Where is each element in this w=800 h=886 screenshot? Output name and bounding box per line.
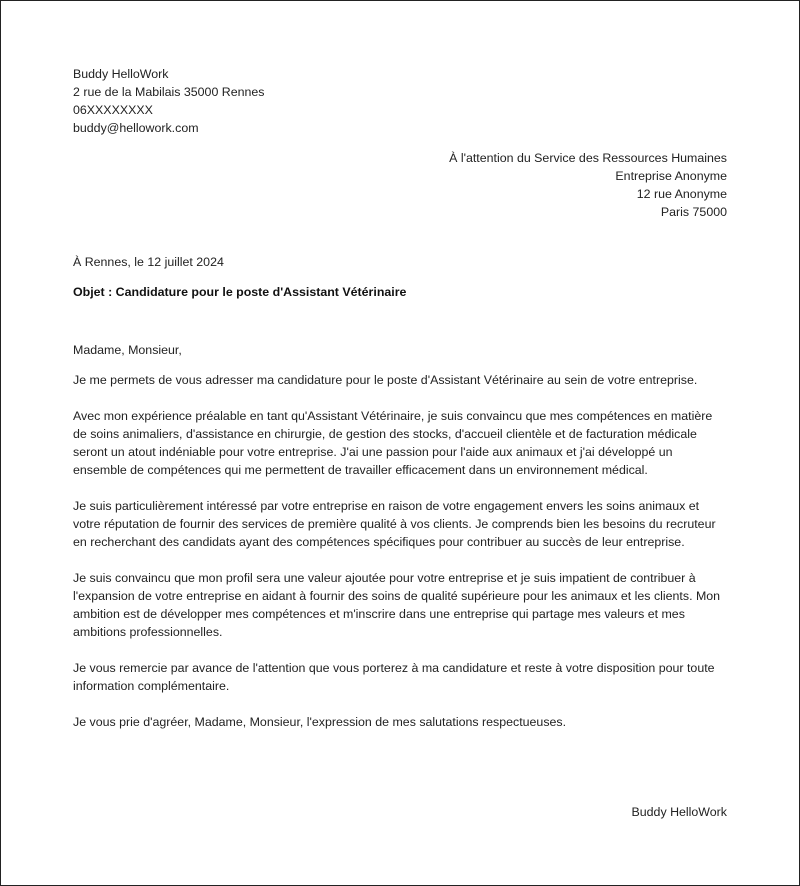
subject-line: Objet : Candidature pour le poste d'Assistant Vétérinaire	[73, 285, 407, 299]
paragraph-intro: Je me permets de vous adresser ma candidature pour le poste d'Assistant Vétérinaire au sein de votre entreprise.	[73, 373, 698, 387]
sender-phone: 06XXXXXXXX	[73, 103, 153, 117]
date-line: À Rennes, le 12 juillet 2024	[73, 255, 224, 269]
recipient-company: Entreprise Anonyme	[615, 169, 727, 183]
sender-block	[73, 65, 265, 137]
sender-address: 2 rue de la Mabilais 35000 Rennes	[73, 85, 265, 99]
recipient-block	[449, 149, 727, 221]
sender-email: buddy@hellowork.com	[73, 121, 199, 135]
recipient-city: Paris 75000	[660, 205, 727, 219]
paragraph-ambition: Je suis convaincu que mon profil sera une valeur ajoutée pour votre entreprise et je suis impatient de contribuer à l'expansion de votre entreprise en aidant à fournir des soins de qualité supérieure pour les animaux et les clients. Mon ambition est de développer mes compétences et m'inscrire dans une entreprise qui partage mes valeurs et mes ambitions professionnelles.	[73, 571, 721, 639]
paragraph-closing: Je vous prie d'agréer, Madame, Monsieur, l'expression de mes salutations respectueuses.	[73, 715, 567, 729]
letter-body	[73, 341, 729, 749]
recipient-street: 12 rue Anonyme	[636, 187, 727, 201]
signature: Buddy HelloWork	[631, 805, 727, 819]
paragraph-motivation: Je suis particulièrement intéressé par votre entreprise en raison de votre engagement envers les soins animaux et votre réputation de fournir des services de première qualité à vos clients. Je comprends bien les besoins du recruteur en recherchant des candidats ayant des compétences spécifiques pour contribuer au succès de leur entreprise.	[73, 499, 716, 549]
paragraph-thanks: Je vous remercie par avance de l'attention que vous porterez à ma candidature et reste à votre disposition pour toute information complémentaire.	[73, 661, 715, 693]
greeting: Madame, Monsieur,	[73, 343, 182, 357]
recipient-attention: À l'attention du Service des Ressources Humaines	[449, 151, 727, 165]
sender-name: Buddy HelloWork	[73, 67, 169, 81]
paragraph-experience: Avec mon expérience préalable en tant qu'Assistant Vétérinaire, je suis convaincu que mes compétences en matière de soins animaliers, d'assistance en chirurgie, de gestion des stocks, d'accueil clientèle et de facturation médicale seront un atout indéniable pour votre entreprise. J'ai une passion pour l'aide aux animaux et j'ai développé un ensemble de compétences qui me permettent de travailler efficacement dans un environnement médical.	[73, 409, 713, 477]
